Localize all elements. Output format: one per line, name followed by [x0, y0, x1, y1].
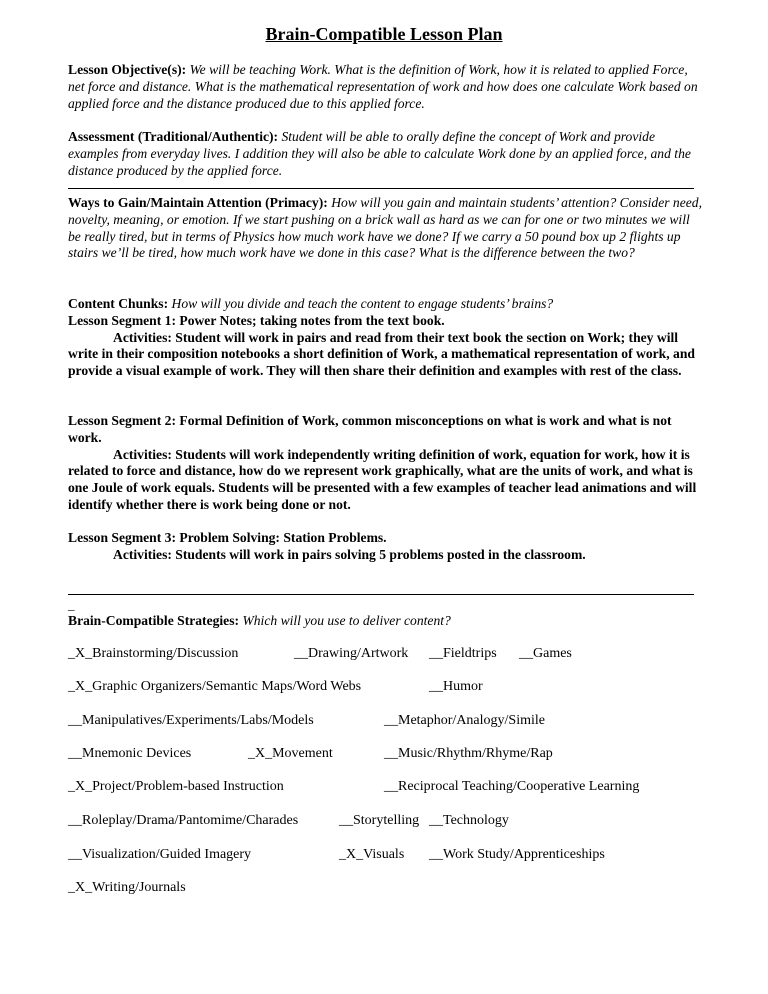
strategies-label: Brain-Compatible Strategies: — [68, 613, 240, 628]
strategy-games: __Games — [519, 646, 572, 661]
strategy-visualization: __Visualization/Guided Imagery — [68, 847, 252, 862]
segment-1-heading: Lesson Segment 1: Power Notes; taking notes from the text book. — [68, 312, 445, 328]
strategy-fieldtrips: __Fieldtrips — [429, 646, 497, 661]
segment-3 — [68, 530, 702, 564]
strategy-technology: __Technology — [429, 813, 509, 828]
underscore-mark: _ — [68, 597, 75, 612]
strategies-heading — [68, 613, 702, 630]
assessment-text: Student will be able to orally define the concept of Work and provide examples from everyday lives. I addition they will also be able to calculate Work done by an applied force, and the distance produced by the applied force. — [68, 129, 691, 178]
lesson-objective-label: Lesson Objective(s): — [68, 62, 187, 77]
content-chunks-text: How will you divide and teach the content to engage students’ brains? — [171, 296, 554, 311]
segment-3-heading: Lesson Segment 3: Problem Solving: Station Problems. — [68, 530, 387, 545]
segment-2-activities: Activities: Students will work independently writing definition of work, equation for work, how it is related to force and distance, how do we represent work graphically, what are the units of work, and what is one Joule of work equals. Students will be presented with a few examples of teacher lead animations and will identify whether there is work being done or not. — [68, 446, 697, 512]
lesson-objective — [68, 62, 702, 112]
strategy-humor: __Humor — [429, 679, 483, 694]
strategy-drawing: __Drawing/Artwork — [294, 646, 409, 661]
strategy-reciprocal: __Reciprocal Teaching/Cooperative Learning — [384, 779, 640, 794]
attention-text: How will you gain and maintain students’ attention? Consider need, novelty, meaning, or emotion. If we start pushing on a brick wall as hard as we can for one or two minutes we will be really tired, but in terms of Physics how much work have we done? If we carry a 50 pound box up 2 flights up stairs we’ll be tired, how much work have we done in this case? What is the difference between the two? — [68, 195, 702, 261]
strategies-question: Which will you use to deliver content? — [242, 613, 451, 628]
content-chunks-label: Content Chunks: — [68, 296, 169, 311]
strategy-storytelling: __Storytelling — [339, 813, 420, 828]
attention-label: Ways to Gain/Maintain Attention (Primacy): — [68, 195, 328, 210]
strategy-project: _X_Project/Problem-based Instruction — [68, 779, 284, 794]
strategy-metaphor: __Metaphor/Analogy/Simile — [384, 713, 545, 728]
segment-3-activities: Activities: Students will work in pairs solving 5 problems posted in the classroom. — [113, 546, 586, 562]
strategy-movement: _X_Movement — [248, 746, 333, 761]
strategy-graphic-organizers: _X_Graphic Organizers/Semantic Maps/Word Webs — [68, 679, 362, 694]
strategy-writing: _X_Writing/Journals — [68, 880, 186, 895]
assessment-label: Assessment (Traditional/Authentic): — [68, 129, 279, 144]
segment-2-activities-block — [68, 447, 702, 514]
strategy-mnemonic: __Mnemonic Devices — [68, 746, 192, 761]
segment-1-activities-block — [68, 330, 702, 380]
divider-line-2 — [68, 594, 694, 595]
document-title: Brain-Compatible Lesson Plan — [265, 24, 503, 44]
strategy-visuals: _X_Visuals — [339, 847, 405, 862]
strategy-music: __Music/Rhythm/Rhyme/Rap — [384, 746, 553, 761]
strategy-manipulatives: __Manipulatives/Experiments/Labs/Models — [68, 713, 314, 728]
segment-3-activities-block — [68, 547, 702, 564]
segment-1-activities: Activities: Student will work in pairs and read from their text book the section on Work; they will write in their composition notebooks a short definition of Work, a mathematical representation of work, and provide a visual example of work. They will then share their definition and examples with rest of the class. — [68, 329, 695, 379]
lesson-objective-text: We will be teaching Work. What is the definition of Work, how it is related to applied Force, net force and distance. What is the mathematical representation of work and how does one calculate Work based on applied force and the distance produced due to this applied force. — [68, 62, 698, 111]
segment-2-heading: Lesson Segment 2: Formal Definition of Work, common misconceptions on what is work and what is not work. — [68, 413, 672, 445]
strategy-brainstorming: _X_Brainstorming/Discussion — [68, 646, 239, 661]
segment-2 — [68, 413, 702, 514]
divider-line — [68, 188, 694, 189]
attention-section — [68, 195, 702, 262]
content-chunks — [68, 296, 702, 380]
strategy-work-study: __Work Study/Apprenticeships — [429, 847, 605, 862]
strategy-roleplay: __Roleplay/Drama/Pantomime/Charades — [68, 813, 299, 828]
assessment — [68, 129, 702, 179]
